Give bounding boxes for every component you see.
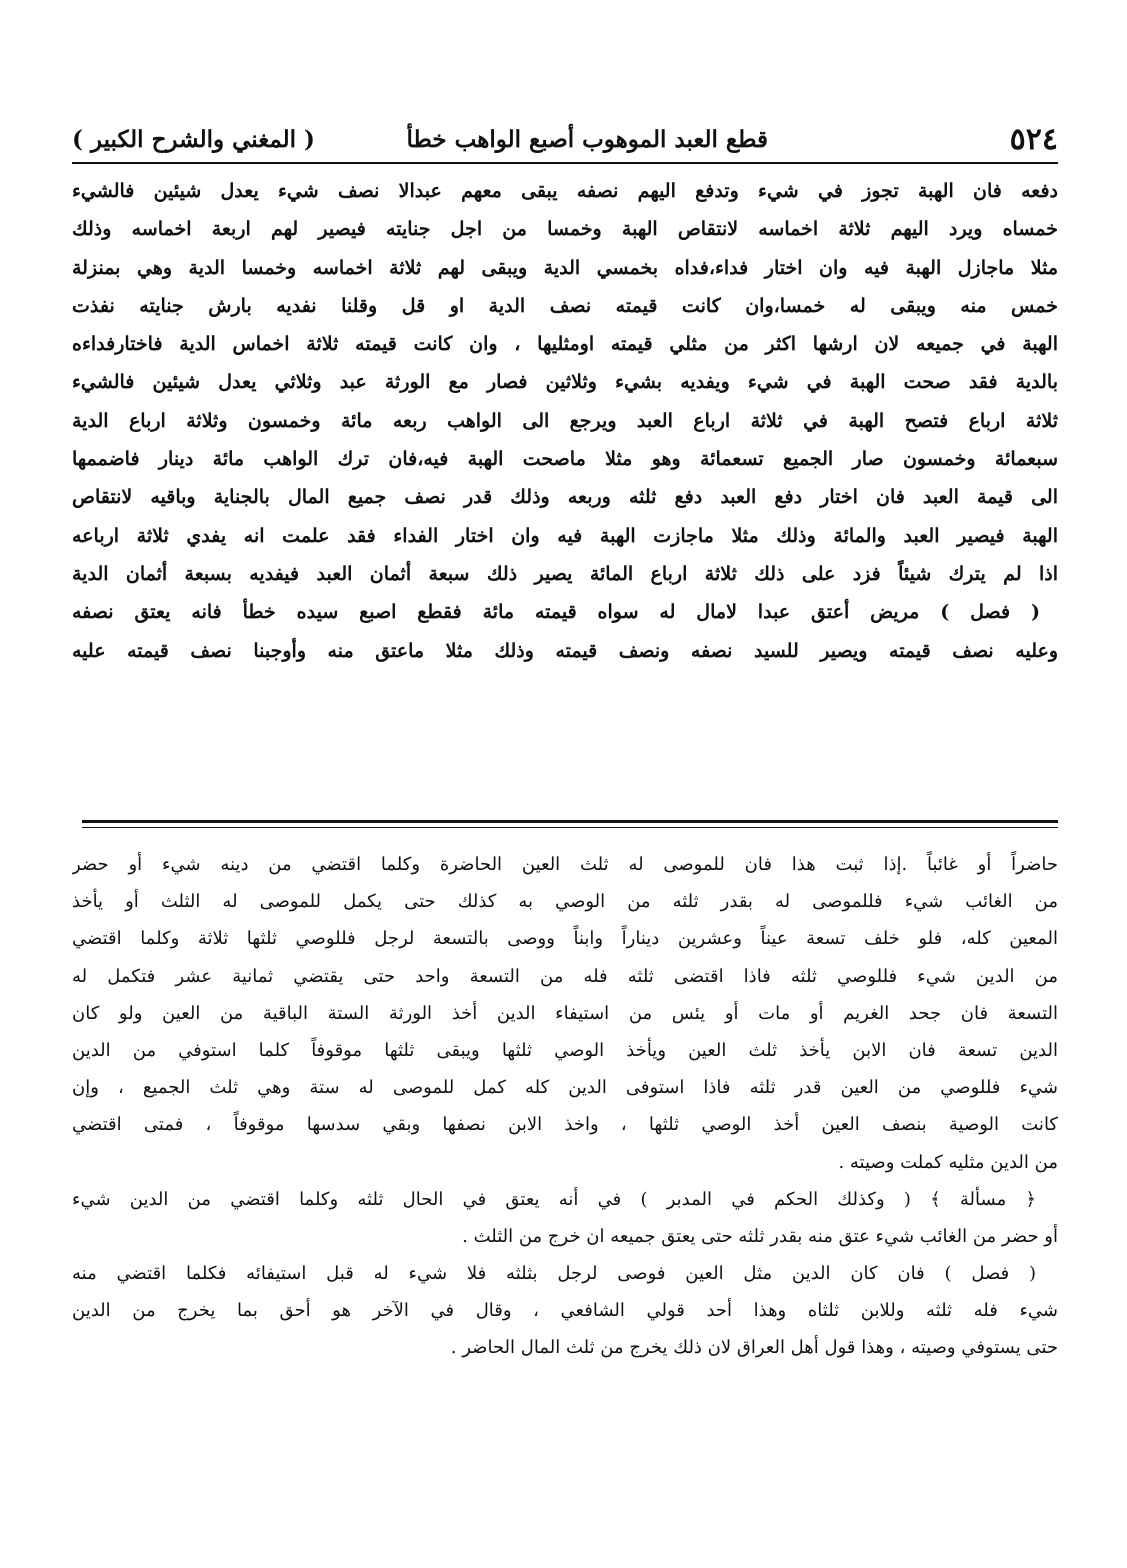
commentary-line: حاضراً أو غائباً .إذا ثبت هذا فان للموصى له ثلث العين الحاضرة وكلما اقتضي من دينه شيء أو حضر — [72, 854, 1058, 875]
commentary-line: الدين تسعة فان الابن يأخذ ثلث العين ويأخذ الوصي ثلثها ويبقى ثلثها موقوفاً كلما استوفي من الدين — [72, 1039, 1058, 1061]
section-divider — [82, 820, 1058, 828]
main-text — [72, 172, 1058, 670]
commentary-line: شيء فللوصي من العين قدر ثلثه فاذا استوفى الدين كله كمل للموصى له ستة وهي ثلث الجميع ، وإن — [72, 1077, 1058, 1099]
commentary-line: كانت الوصية بنصف العين أخذ الوصي ثلثها ، واخذ الابن نصفها وبقي سدسها موقوفاً ، فمتى اقتضي — [72, 1114, 1058, 1136]
commentary-line: من الدين شيء فللوصي ثلثه فاذا اقتضى ثلثه فله من التسعة واحد حتى يقتضي ثمانية عشر فتكمل له — [72, 965, 1058, 987]
commentary-text — [72, 846, 1058, 1367]
commentary-line: من الدين مثليه كملت وصيته . — [838, 1151, 1058, 1173]
page — [72, 100, 1058, 1500]
commentary-line: ( فصل ) فان كان الدين مثل العين فوصى لرجل بثلثه فلا شيء له قبل استيفائه فكلما اقتضي منه — [72, 1263, 1036, 1285]
commentary-line: من الغائب شيء فللموصى له بقدر ثلثه من الوصي به كذلك حتى يكمل للموصى له الثلث أو يأخذ — [72, 891, 1058, 913]
commentary-line: المعين كله، فلو خلف تسعة عيناً وعشرين ديناراً وابناً ووصى بالتسعة لرجل فللوصي ثلثها ثلاثة وكلما اقتضي — [72, 928, 1058, 950]
commentary-line: التسعة فان جحد الغريم أو مات أو يئس من استيفاء الدين أخذ الورثة الستة الباقية من العين ولو كان — [72, 1002, 1058, 1024]
header-rule — [72, 162, 1058, 164]
main-text-line: الهبة في جميعه لان ارشها اكثر من مثلي قيمته اومثليها ، وان كانت قيمته ثلاثة اخماس الدية فاختارفداءه — [72, 333, 1058, 356]
main-text-line: دفعه فان الهبة تجوز في شيء وتدفع اليهم نصفه يبقى معهم عبدالا نصف شيء يعدل شيئين فالشيء — [72, 180, 1058, 202]
commentary-line: شيء فله ثلثه وللابن ثلثاه وهذا أحد قولي الشافعي ، وقال في الآخر هو أحق بما يخرج من الدين — [72, 1300, 1058, 1322]
chapter-title: قطع العبد الموهوب أصبع الواهب خطأ — [406, 126, 768, 153]
main-text-line: خمساه ويرد اليهم ثلاثة اخماسه لانتقاص الهبة وخمسا من اجل جنايته فيصير لهم اربعة اخماسه وذلك — [72, 218, 1058, 241]
commentary-line: حتى يستوفي وصيته ، وهذا قول أهل العراق لان ذلك يخرج من ثلث المال الحاضر . — [450, 1337, 1058, 1359]
main-text-line: سبعمائة وخمسون صار الجميع تسعمائة وهو مثلا ماصحت الهبة فيه،فان ترك الواهب مائة دينار فاضممها — [72, 448, 1058, 471]
main-text-line: ثلاثة ارباع فتصح الهبة في ثلاثة ارباع العبد ويرجع الى الواهب ربعه مائة وخمسون وثلاثة ارباع الدية — [72, 409, 1058, 432]
main-text-line: ( فصل ) مريض أعتق عبدا لامال له سواه قيمته مائة فقطع اصبع سيده خطأ فانه يعتق نصفه — [72, 601, 1040, 624]
main-text-line: وعليه نصف قيمته ويصير للسيد نصفه ونصف قيمته وذلك مثلا ماعتق منه وأوجبنا نصف قيمته عليه — [72, 639, 1058, 662]
page-number: ٥٢٤ — [1009, 122, 1058, 157]
main-text-line: الهبة فيصير العبد والمائة وذلك مثلا ماجازت الهبة فيه وان اختار الفداء فقد علمت انه يفدي ثلاثة ارباعه — [72, 524, 1058, 547]
main-text-line: الى قيمة العبد فان اختار دفع العبد دفع ثلثه وربعه وذلك قدر نصف جميع المال بالجناية وباقيه لانتقاص — [72, 486, 1058, 509]
commentary-line: ﴿ مسألة ﴾ ( وكذلك الحكم في المدبر ) في أنه يعتق في الحال ثلثه وكلما اقتضي من الدين شيء — [72, 1188, 1036, 1210]
page-header — [72, 100, 1058, 168]
main-text-line: بالدية فقد صحت الهبة في شيء ويفديه بشيء وثلاثين فصار مع الورثة عبد وثلاثي يعدل شيئين فالشيء — [72, 371, 1058, 394]
book-title: ( المغني والشرح الكبير ) — [72, 126, 315, 153]
commentary-line: أو حضر من الغائب شيء عتق منه بقدر ثلثه حتى يعتق جميعه ان خرج من الثلث . — [462, 1225, 1058, 1247]
main-text-line: مثلا ماجازل الهبة فيه وان اختار فداء،فداه بخمسي الدية ويبقى لهم ثلاثة اخماسه وخمسا الدية وهي بمنزلة — [72, 256, 1058, 279]
main-text-line: اذا لم يترك شيئاً فزد على ذلك ثلاثة ارباع المائة يصير ذلك سبعة أثمان العبد فيفديه بسبعة أثمان الدية — [72, 562, 1058, 585]
main-text-line: خمس منه ويبقى له خمسا،وان كانت قيمته نصف الدية او قل وقلنا نفديه بارش جنايته نفذت — [72, 294, 1058, 317]
